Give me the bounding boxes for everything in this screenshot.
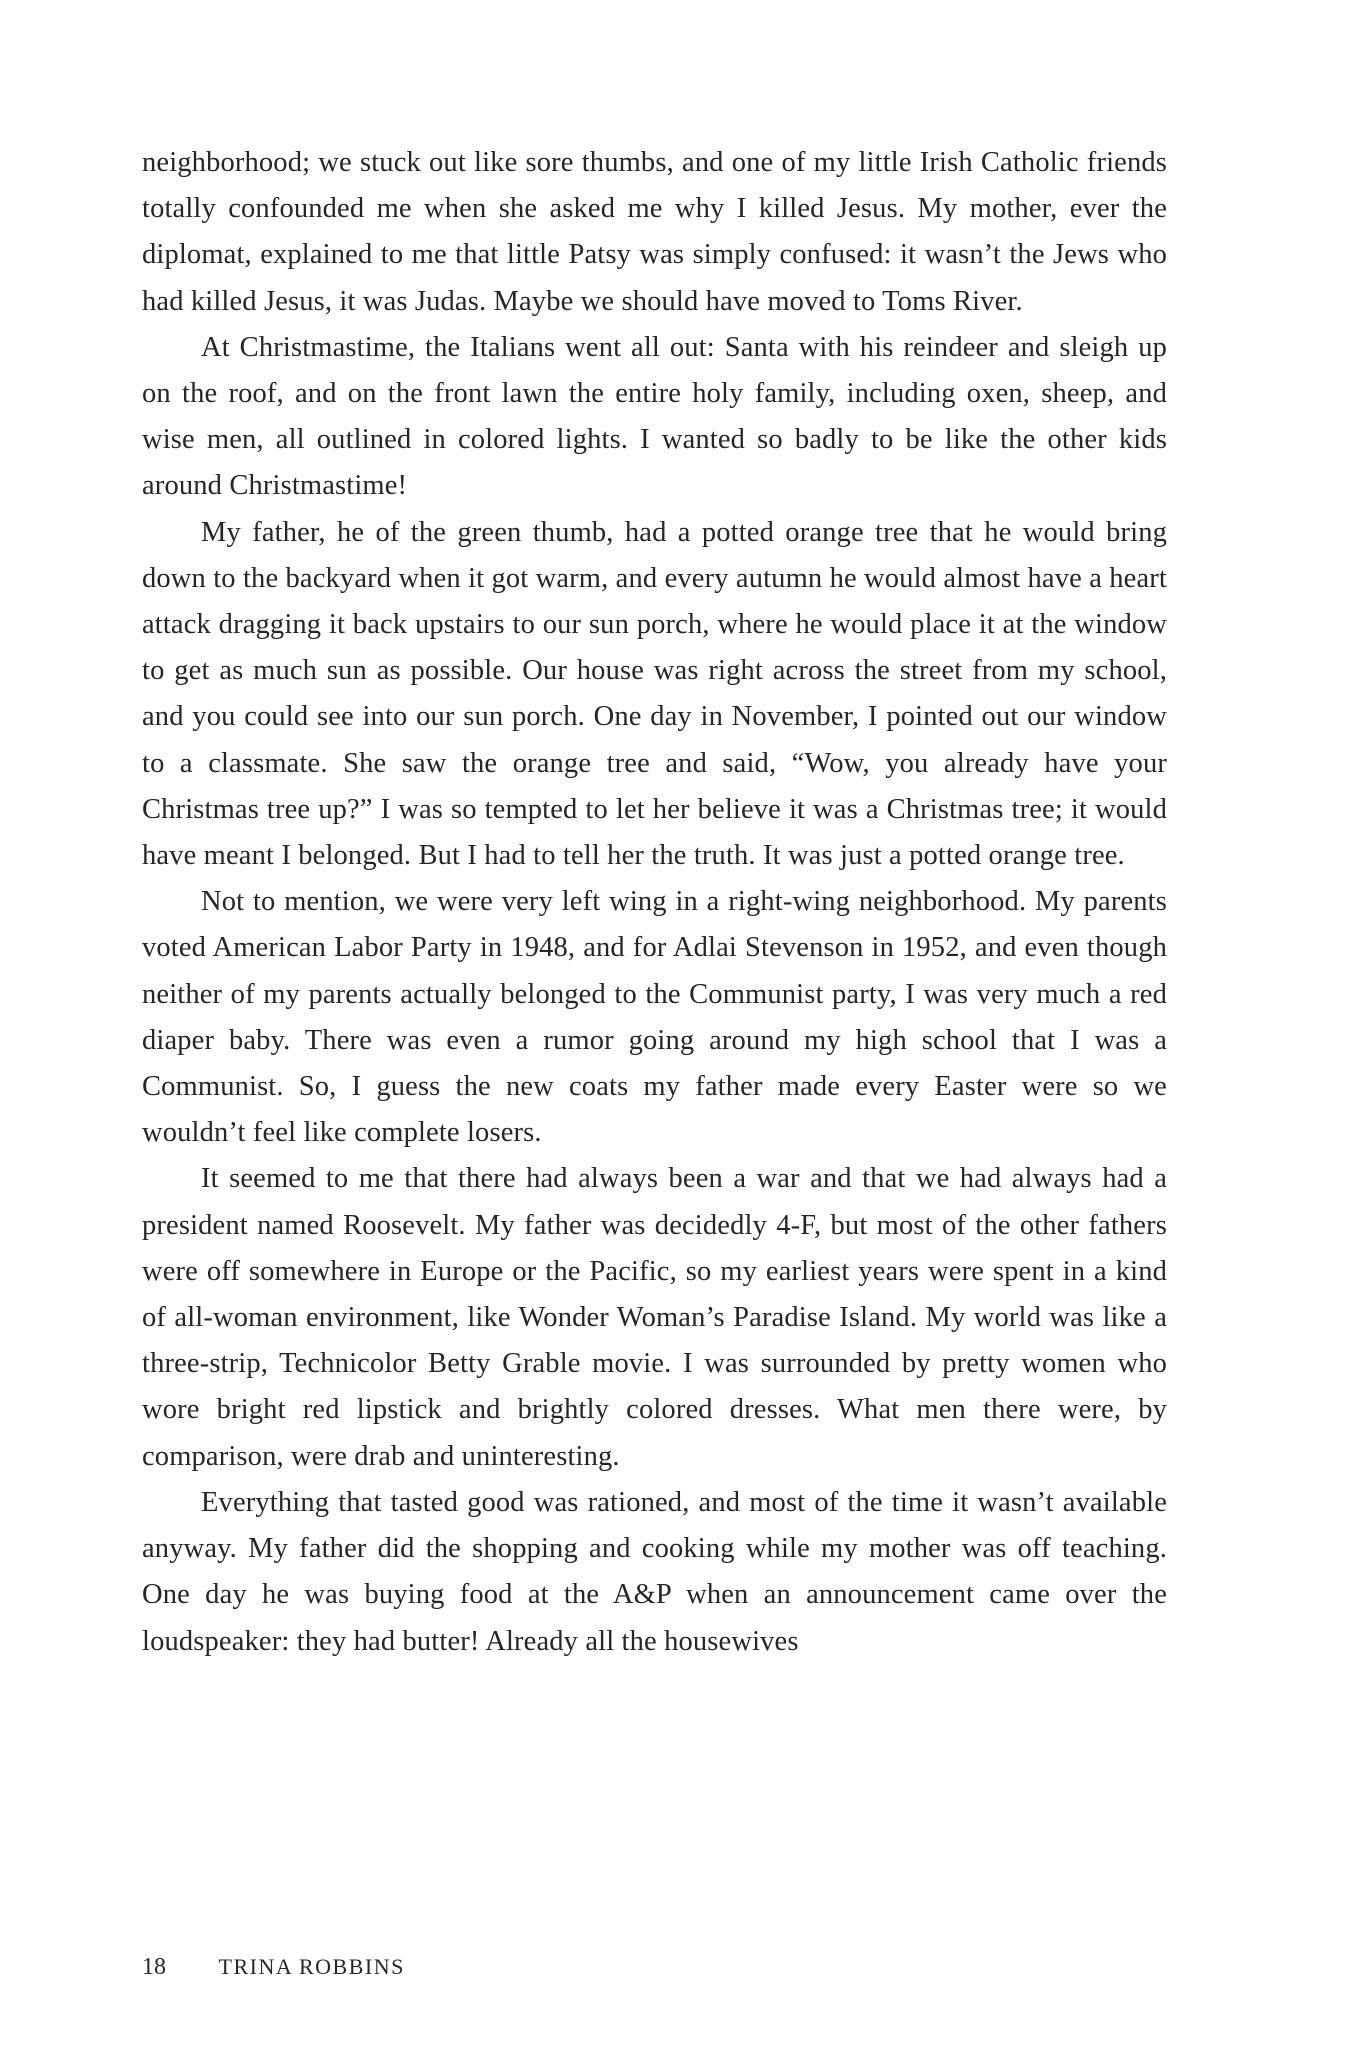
- paragraph-war: It seemed to me that there had always been a war and that we had always had a president named Roosevelt. My father was decidedly 4-F, but most of the other fathers were off somewhere in Europe or the Pacific, so my earliest years were spent in a kind of all-woman environment, like Wonder Woman’s Paradise Island. My world was like a three-strip, Technicolor Betty Grable movie. I was surrounded by pretty women who wore bright red lipstick and brightly colored dresses. What men there were, by comparison, were drab and uninteresting.: [142, 1163, 1167, 1472]
- body-text: [142, 140, 1167, 1665]
- paragraph-left-wing: Not to mention, we were very left wing in a right-wing neighborhood. My parents voted American Labor Party in 1948, and for Adlai Stevenson in 1952, and even though neither of my parents actually belonged to the Communist party, I was very much a red diaper baby. There was even a rumor going around my high school that I was a Communist. So, I guess the new coats my father made every Easter were so we wouldn’t feel like complete losers.: [142, 886, 1167, 1149]
- paragraph-orange-tree: My father, he of the green thumb, had a potted orange tree that he would bring down to the backyard when it got warm, and every autumn he would almost have a heart attack dragging it back upstairs to our sun porch, where he would place it at the window to get as much sun as possible. Our house was right across the street from my school, and you could see into our sun porch. One day in November, I pointed out our window to a classmate. She saw the orange tree and said, “Wow, you already have your Christmas tree up?” I was so tempted to let her believe it was a Christmas tree; it would have meant I belonged. But I had to tell her the truth. It was just a potted orange tree.: [142, 516, 1167, 872]
- paragraph-rationing: Everything that tasted good was rationed, and most of the time it wasn’t available anyway. My father did the shopping and cooking while my mother was off teaching. One day he was buying food at the A&P when an announcement came over the loudspeaker: they had butter! Already all the housewives: [142, 1486, 1167, 1657]
- page-number: 18: [142, 1954, 166, 1980]
- paragraph-continued: neighborhood; we stuck out like sore thumbs, and one of my little Irish Catholic friends totally confounded me when she asked me why I killed Jesus. My mother, ever the diplomat, explained to me that little Patsy was simply confused: it wasn’t the Jews who had killed Jesus, it was Judas. Maybe we should have moved to Toms River.: [142, 147, 1167, 317]
- running-head: TRINA ROBBINS: [218, 1954, 405, 1979]
- paragraph-christmastime: At Christmastime, the Italians went all out: Santa with his reindeer and sleigh up on the roof, and on the front lawn the entire holy family, including oxen, sheep, and wise men, all outlined in colored lights. I wanted so badly to be like the other kids around Christmastime!: [142, 331, 1167, 502]
- page-footer: [142, 1952, 405, 1982]
